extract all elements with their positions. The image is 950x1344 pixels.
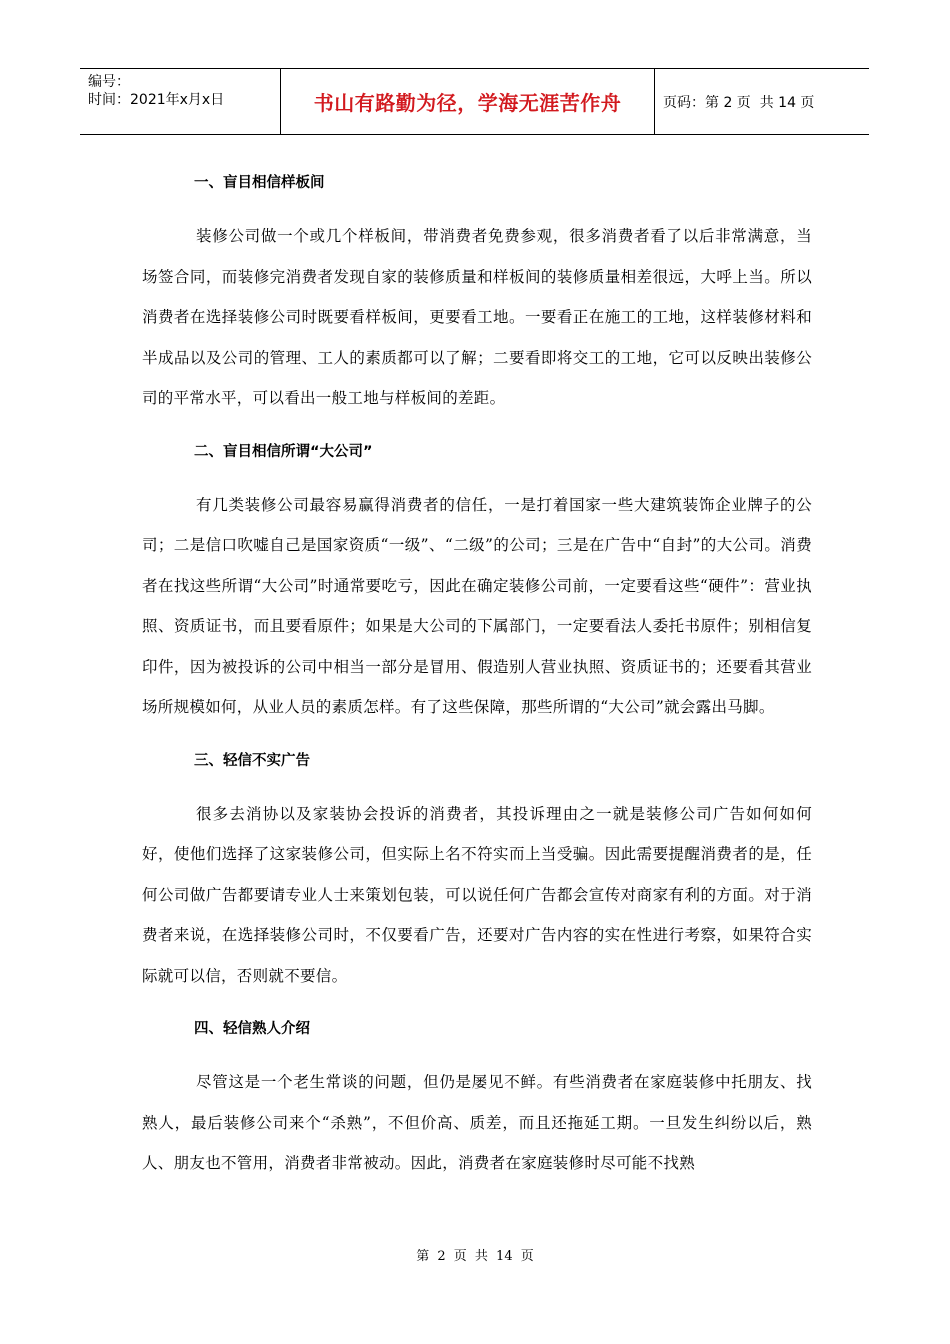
page-footer: 第 2 页 共 14 页 bbox=[416, 1249, 534, 1264]
section-paragraph: 装修公司做一个或几个样板间，带消费者免费参观，很多消费者看了以后非常满意，当场签合同，而装修完消费者发现自家的装修质量和样板间的装修质量相差很远，大呼上当。所以消费者在选择装修公司时既要看样板间，更要看工地。一要看正在施工的工地，这样装修材料和半成品以及公司的管理、工人的素质都可以了解；二要看即将交工的工地，它可以反映出装修公司的平常水平，可以看出一般工地与样板间的差距。 bbox=[142, 227, 812, 407]
header-page-info-text: 页码：第 2 页 共 14 页 bbox=[663, 94, 815, 111]
section-heading: 三、轻信不实广告 bbox=[194, 752, 310, 769]
section-paragraph: 很多去消协以及家装协会投诉的消费者，其投诉理由之一就是装修公司广告如何如何好，使他们选择了这家装修公司，但实际上名不符实而上当受骗。因此需要提醒消费者的是，任何公司做广告都要请专业人士来策划包装，可以说任何广告都会宣传对商家有利的方面。对于消费者来说，在选择装修公司时，不仅要看广告，还要对广告内容的实在性进行考察，如果符合实际就可以信，否则就不要信。 bbox=[142, 804, 812, 985]
section-heading: 一、盲目相信样板间 bbox=[194, 175, 325, 191]
section-heading: 二、盲目相信所谓“大公司” bbox=[194, 443, 373, 460]
section-paragraph: 有几类装修公司最容易赢得消费者的信任，一是打着国家一些大建筑装饰企业牌子的公司；二是信口吹嘘自己是国家资质“一级”、“二级”的公司；三是在广告中“自封”的大公司。消费者在找这些所谓“大公司”时通常要吃亏，因此在确定装修公司前，一定要看这些“硬件”：营业执照、资质证书，而且要看原件；如果是大公司的下属部门，一定要看法人委托书原件；别相信复印件，因为被投诉的公司中相当一部分是冒用、假造别人营业执照、资质证书的；还要看其营业场所规模如何，从业人员的素质怎样。有了这些保障，那些所谓的“大公司”就会露出马脚。 bbox=[142, 495, 812, 716]
page-header bbox=[80, 68, 869, 135]
header-motto: 书山有路勤为径，学海无涯苦作舟 bbox=[281, 69, 655, 134]
document-body bbox=[142, 163, 812, 1197]
document-time-label: 时间：2021年x月x日 bbox=[88, 92, 225, 108]
header-meta bbox=[80, 69, 281, 134]
header-page-info bbox=[655, 69, 869, 134]
section-heading: 四、轻信熟人介绍 bbox=[194, 1021, 310, 1037]
section-paragraph: 尽管这是一个老生常谈的问题，但仍是屡见不鲜。有些消费者在家庭装修中托朋友、找熟人，最后装修公司来个“杀熟”，不但价高、质差，而且还拖延工期。一旦发生纠纷以后，熟人、朋友也不管用，消费者非常被动。因此，消费者在家庭装修时尽可能不找熟 bbox=[142, 1073, 812, 1172]
document-number-label: 编号： bbox=[88, 74, 130, 90]
